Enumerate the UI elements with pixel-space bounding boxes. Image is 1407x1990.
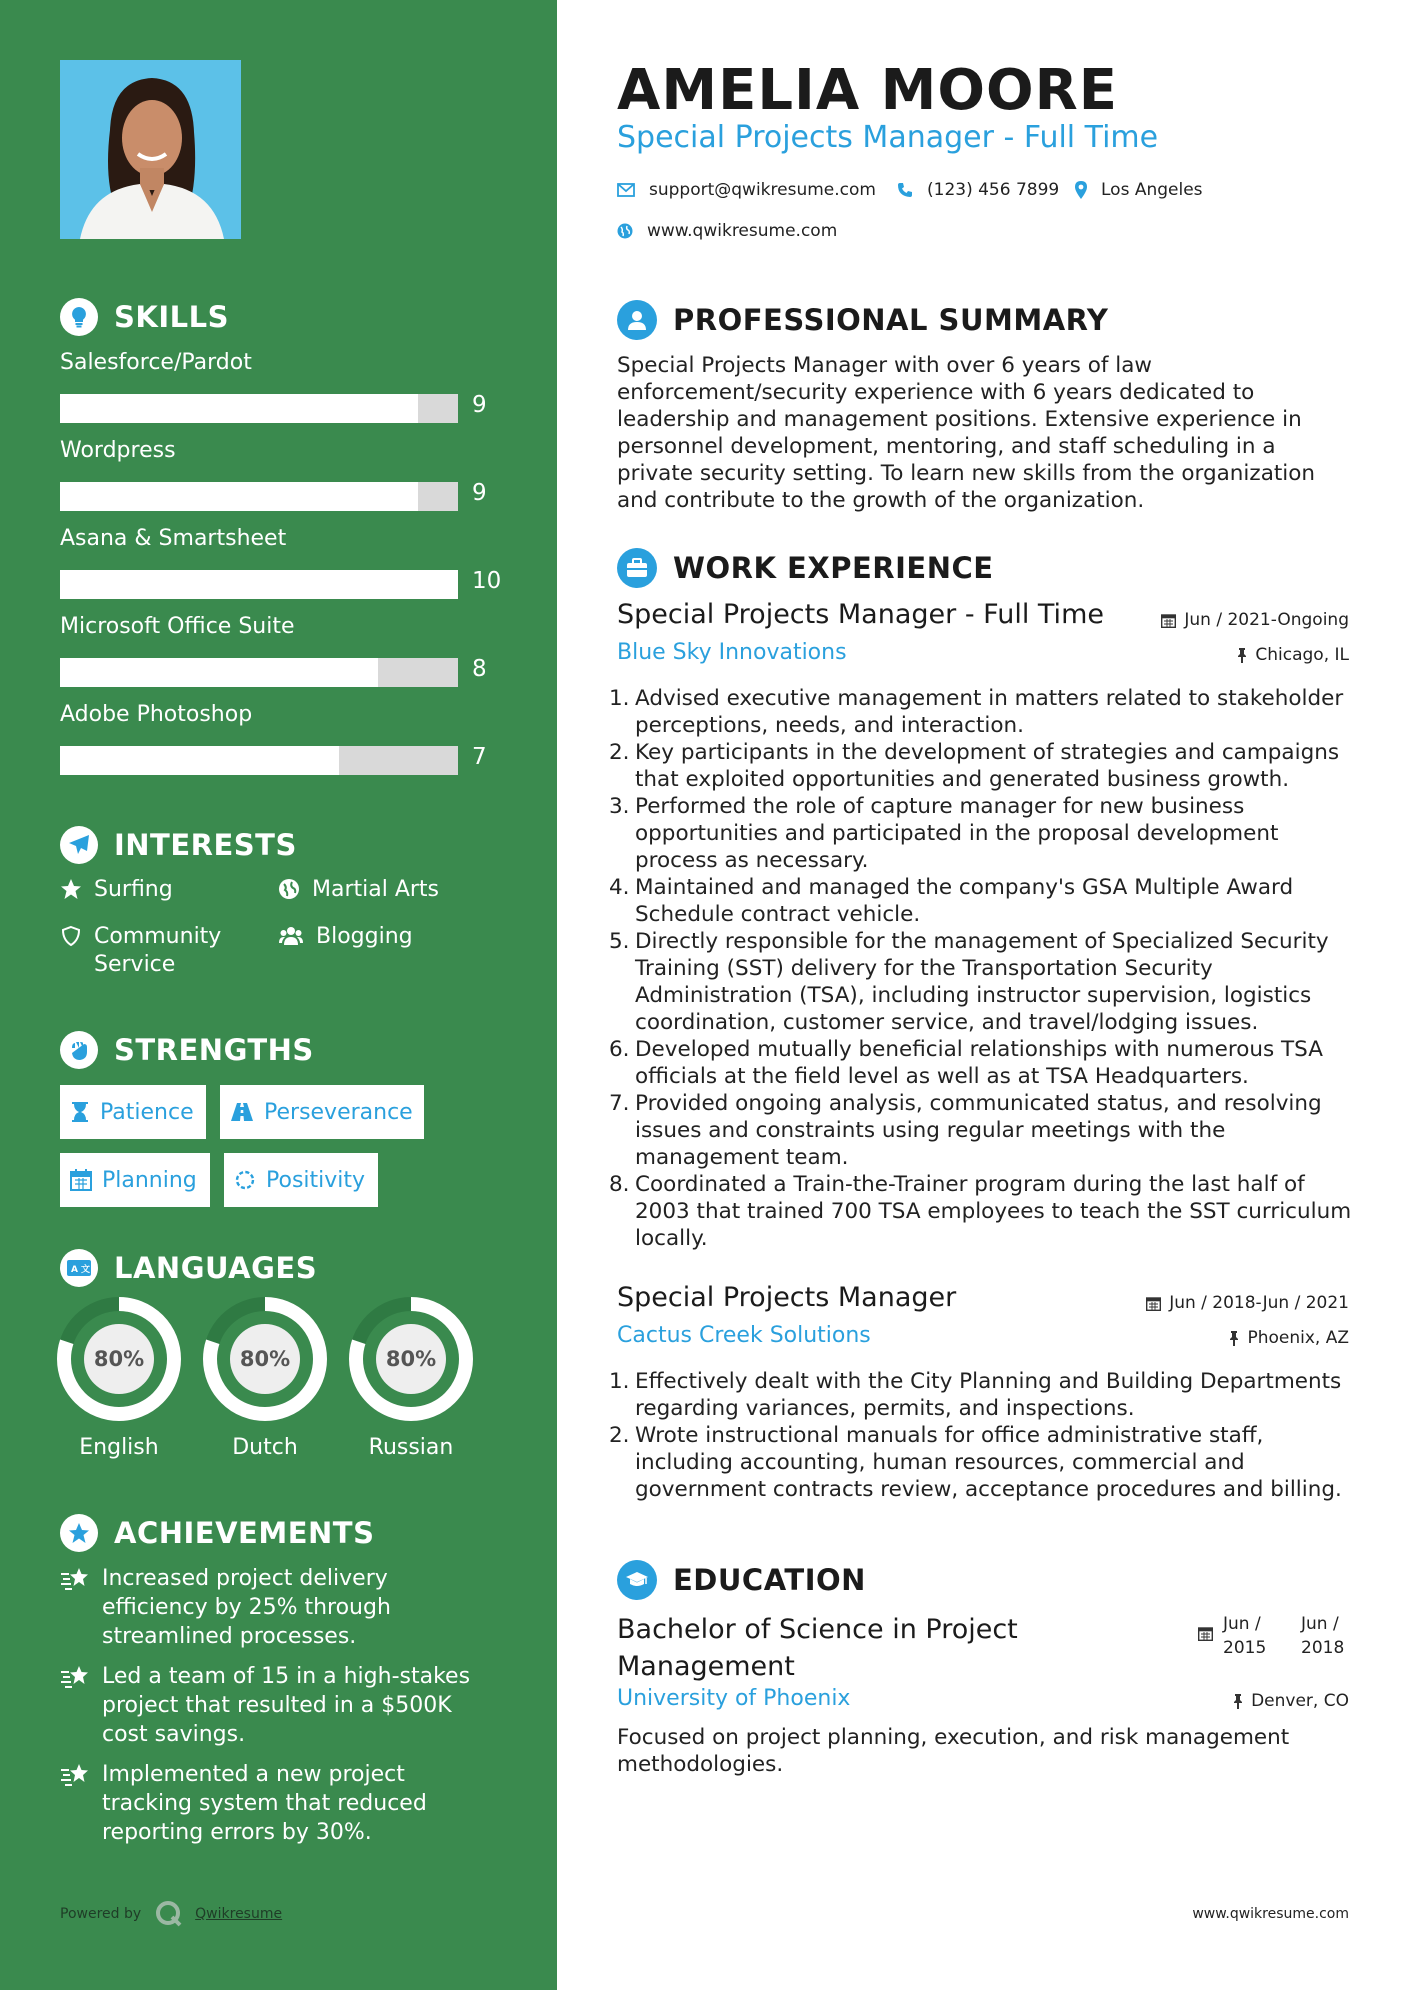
svg-text:A: A	[71, 1265, 78, 1275]
person-name: AMELIA MOORE	[617, 58, 1118, 123]
education-title: EDUCATION	[673, 1563, 866, 1597]
achievement-item	[60, 1564, 500, 1651]
skill-bar-fill	[60, 482, 418, 511]
interest-label: Community Service	[94, 924, 222, 977]
duty-text: Provided ongoing analysis, communicated status, and resolving issues and constraints using regular meetings with the management team.	[635, 1091, 1322, 1170]
language-percent: 80%	[239, 1347, 291, 1371]
skill-bar	[60, 658, 458, 687]
calendar-icon	[1146, 1296, 1161, 1311]
strength-label: Positivity	[266, 1167, 366, 1193]
contact-email[interactable]	[617, 180, 876, 200]
fist-icon	[60, 1031, 98, 1069]
interests-title: INTERESTS	[114, 828, 297, 862]
experience-heading	[617, 548, 994, 588]
job-location	[1237, 645, 1349, 665]
education-end-year: 2018	[1301, 1638, 1345, 1658]
duty-item: 6. Developed mutually beneficial relationships with numerous TSA officials at the field level as well as at TSA Headquarters.	[617, 1036, 1362, 1090]
shooting-star-icon	[60, 1566, 90, 1592]
summary-heading	[617, 300, 1108, 340]
skill-score: 7	[472, 744, 487, 770]
pin-icon	[1229, 1331, 1239, 1346]
qwikresume-link[interactable]: Qwikresume	[195, 1906, 283, 1922]
degree-title: Bachelor of Science in Project Management	[617, 1614, 1018, 1682]
duty-text: Maintained and managed the company's GSA Multiple Award Schedule contract vehicle.	[635, 875, 1294, 927]
contact-phone[interactable]	[897, 180, 1059, 200]
skill-bar-fill	[60, 570, 458, 599]
shooting-star-icon	[60, 1664, 90, 1690]
education-dates	[1198, 1612, 1349, 1660]
company-name: Cactus Creek Solutions	[617, 1323, 871, 1348]
skill-name: Salesforce/Pardot	[60, 350, 252, 375]
shooting-star-icon	[60, 1762, 90, 1788]
pin-icon	[1237, 648, 1247, 663]
globe-icon	[617, 223, 633, 239]
skill-bar-fill	[60, 658, 378, 687]
achievement-item	[60, 1662, 500, 1749]
job-location-text: Chicago, IL	[1255, 645, 1349, 665]
skill-item	[60, 438, 500, 506]
graduation-cap-icon	[617, 1560, 657, 1600]
website-text: www.qwikresume.com	[647, 221, 838, 241]
duty-text: Key participants in the development of strategies and campaigns that exploited opportunities and generated business growth.	[635, 740, 1340, 792]
interest-label: Martial Arts	[312, 877, 440, 902]
duty-item: 3. Performed the role of capture manager for new business opportunities and participated in the proposal development process as necessary.	[617, 793, 1362, 874]
profile-photo-illustration	[60, 60, 241, 239]
strength-tag	[60, 1153, 210, 1207]
summary-title: PROFESSIONAL SUMMARY	[673, 303, 1109, 337]
skill-bar	[60, 570, 458, 599]
briefcase-icon	[617, 548, 657, 588]
hourglass-icon	[70, 1101, 90, 1123]
skill-item	[60, 614, 500, 682]
language-icon	[60, 1249, 98, 1287]
interest-item	[60, 923, 240, 979]
strength-label: Patience	[100, 1099, 194, 1125]
skills-title: SKILLS	[114, 300, 229, 334]
language-item	[57, 1297, 181, 1460]
users-icon	[278, 925, 304, 947]
education-location-text: Denver, CO	[1251, 1691, 1349, 1711]
skill-score: 10	[472, 568, 502, 594]
duty-text: Effectively dealt with the City Planning and Building Departments regarding variances, permits, and inspections.	[635, 1369, 1342, 1421]
education-location	[1233, 1691, 1349, 1711]
skill-score: 9	[472, 480, 487, 506]
duty-item: 4. Maintained and managed the company's GSA Multiple Award Schedule contract vehicle.	[617, 874, 1362, 928]
duty-item: 5. Directly responsible for the management of Specialized Security Training (SST) delivery for the Transportation Security Administration (TSA), including instructor supervision, logistics coordination, customer service, and travel/lodging issues.	[617, 928, 1362, 1036]
duty-item: 7. Provided ongoing analysis, communicated status, and resolving issues and constraints using regular meetings with the management team.	[617, 1090, 1362, 1171]
education-start	[1223, 1612, 1271, 1660]
strength-tag	[220, 1085, 424, 1139]
achievements-title: ACHIEVEMENTS	[114, 1516, 375, 1550]
powered-by-label: Powered by	[60, 1906, 142, 1922]
language-percent: 80%	[385, 1347, 437, 1371]
job-location	[1229, 1328, 1349, 1348]
education-end-month: Jun /	[1301, 1614, 1339, 1634]
skill-item	[60, 526, 502, 594]
language-item	[203, 1297, 327, 1460]
envelope-icon	[617, 183, 635, 197]
job-dates	[1146, 1293, 1349, 1313]
experience-title: WORK EXPERIENCE	[673, 551, 994, 585]
strengths-heading	[60, 1031, 314, 1069]
company-name: Blue Sky Innovations	[617, 640, 847, 665]
education-heading	[617, 1560, 866, 1600]
languages-title: LANGUAGES	[114, 1251, 318, 1285]
star-icon	[60, 878, 82, 900]
lightbulb-icon	[60, 298, 98, 336]
skill-bar	[60, 746, 458, 775]
job-dates	[1161, 610, 1349, 630]
education-end	[1301, 1612, 1349, 1660]
strength-label: Planning	[102, 1167, 197, 1193]
contact-location	[1075, 180, 1203, 200]
job-title: Special Projects Manager	[617, 1282, 957, 1313]
duty-text: Coordinated a Train-the-Trainer program during the last half of 2003 that trained 700 TSA employees to teach the SST curriculum locally.	[635, 1172, 1352, 1251]
duty-text: Advised executive management in matters related to stakeholder perceptions, needs, and interaction.	[635, 686, 1344, 738]
job-duties-list	[609, 685, 1362, 1252]
strength-label: Perseverance	[264, 1099, 413, 1125]
duty-text: Directly responsible for the management of Specialized Security Training (SST) delivery for the Transportation Security Administration (TSA), including instructor supervision, logistics coordination, customer service, and travel/lodging issues.	[635, 929, 1329, 1035]
education-start-month: Jun /	[1223, 1614, 1261, 1634]
svg-text:文: 文	[81, 1265, 91, 1275]
powered-by	[60, 1900, 282, 1928]
contact-website[interactable]	[617, 221, 837, 241]
footer-url[interactable]: www.qwikresume.com	[1192, 1906, 1349, 1922]
duty-text: Performed the role of capture manager for new business opportunities and participated in the proposal development process as necessary.	[635, 794, 1279, 873]
skill-score: 8	[472, 656, 487, 682]
calendar-icon	[1198, 1626, 1213, 1641]
map-marker-icon	[1075, 181, 1087, 199]
skill-item	[60, 350, 500, 418]
language-name: Dutch	[232, 1435, 298, 1460]
skill-bar-fill	[60, 746, 339, 775]
school-name: University of Phoenix	[617, 1686, 851, 1711]
language-item	[349, 1297, 473, 1460]
achievements-heading	[60, 1514, 374, 1552]
interest-label: Blogging	[316, 924, 413, 949]
paper-plane-icon	[60, 826, 98, 864]
duty-item: 2. Key participants in the development of strategies and campaigns that exploited opportunities and generated business growth.	[617, 739, 1362, 793]
qwikresume-logo-icon	[155, 1900, 183, 1928]
skill-name: Adobe Photoshop	[60, 702, 253, 727]
skill-bar	[60, 482, 458, 511]
skill-score: 9	[472, 392, 487, 418]
language-name: English	[79, 1435, 159, 1460]
job-dates-text: Jun / 2018-Jun / 2021	[1169, 1293, 1349, 1313]
skill-name: Wordpress	[60, 438, 176, 463]
duty-item: 2. Wrote instructional manuals for office administrative staff, including accounting, human resources, commercial and government contracts review, acceptance procedures and billing.	[617, 1422, 1362, 1503]
languages-heading	[60, 1249, 317, 1287]
email-text: support@qwikresume.com	[649, 180, 876, 200]
duty-item: 1. Effectively dealt with the City Planning and Building Departments regarding variances, permits, and inspections.	[617, 1368, 1362, 1422]
interest-item	[60, 876, 173, 904]
job-dates-text: Jun / 2021-Ongoing	[1184, 610, 1349, 630]
achievement-text: Increased project delivery efficiency by 25% through streamlined processes.	[102, 1566, 391, 1649]
language-percent: 80%	[93, 1347, 145, 1371]
strengths-title: STRENGTHS	[114, 1033, 314, 1067]
globe-icon	[278, 878, 300, 900]
calendar-icon	[70, 1169, 92, 1191]
pin-icon	[1233, 1694, 1243, 1709]
person-title: Special Projects Manager - Full Time	[617, 120, 1159, 155]
interests-heading	[60, 826, 297, 864]
duty-text: Wrote instructional manuals for office administrative staff, including accounting, human resources, commercial and government contracts review, acceptance procedures and billing.	[635, 1423, 1342, 1502]
skill-item	[60, 702, 500, 770]
user-icon	[617, 300, 657, 340]
interest-item	[278, 923, 413, 951]
duty-item: 1. Advised executive management in matters related to stakeholder perceptions, needs, and interaction.	[617, 685, 1362, 739]
skills-heading	[60, 298, 229, 336]
skill-name: Asana & Smartsheet	[60, 526, 287, 551]
profile-photo	[60, 60, 241, 239]
location-text: Los Angeles	[1101, 180, 1203, 200]
phone-text: (123) 456 7899	[927, 180, 1060, 200]
calendar-icon	[1161, 613, 1176, 628]
achievement-item	[60, 1760, 500, 1847]
star-badge-icon	[60, 1514, 98, 1552]
job-duties-list	[609, 1368, 1362, 1503]
skill-name: Microsoft Office Suite	[60, 614, 295, 639]
job-title: Special Projects Manager - Full Time	[617, 599, 1104, 630]
education-start-year: 2015	[1223, 1638, 1267, 1658]
sidebar	[0, 0, 557, 1990]
interest-item	[278, 876, 439, 904]
duty-text: Developed mutually beneficial relationships with numerous TSA officials at the field level as well as at TSA Headquarters.	[635, 1037, 1323, 1089]
summary-text: Special Projects Manager with over 6 years of law enforcement/security experience with 6 years dedicated to leadership and management positions. Extensive experience in personnel development, mentoring, and staff scheduling in a private security setting. To learn new skills from the organization and contribute to the growth of the organization.	[617, 353, 1316, 513]
achievement-text: Implemented a new project tracking system that reduced reporting errors by 30%.	[102, 1762, 427, 1845]
spinner-icon	[234, 1169, 256, 1191]
shield-icon	[60, 925, 82, 947]
skill-bar-fill	[60, 394, 418, 423]
skill-bar	[60, 394, 458, 423]
achievement-text: Led a team of 15 in a high-stakes project that resulted in a $500K cost savings.	[102, 1664, 471, 1747]
language-name: Russian	[368, 1435, 454, 1460]
road-icon	[230, 1102, 254, 1122]
job-location-text: Phoenix, AZ	[1247, 1328, 1349, 1348]
phone-icon	[897, 182, 913, 198]
strength-tag	[224, 1153, 378, 1207]
strength-tag	[60, 1085, 206, 1139]
interest-label: Surfing	[94, 877, 173, 902]
education-description: Focused on project planning, execution, and risk management methodologies.	[617, 1725, 1290, 1777]
duty-item: 8. Coordinated a Train-the-Trainer program during the last half of 2003 that trained 700 TSA employees to teach the SST curriculum locally.	[617, 1171, 1362, 1252]
